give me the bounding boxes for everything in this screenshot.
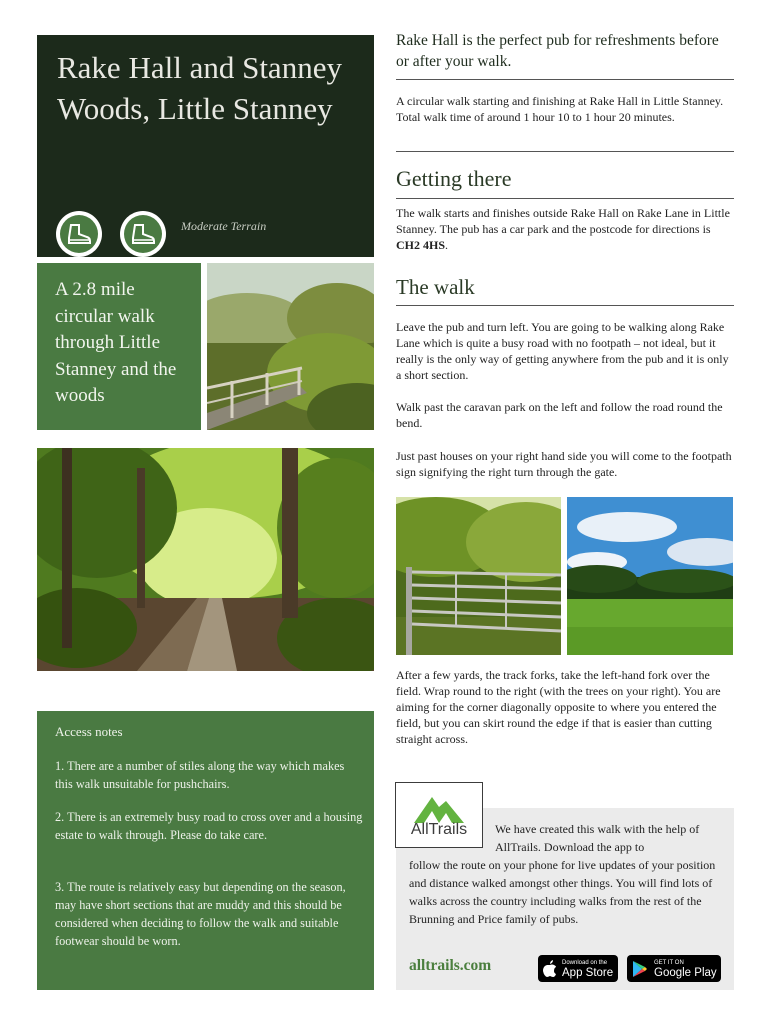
page-title: Rake Hall and Stanney Woods, Little Stanney — [57, 50, 342, 126]
postcode: CH2 4HS — [396, 238, 446, 252]
field-photo — [567, 497, 733, 655]
mountain-icon — [414, 791, 464, 823]
app-store-button[interactable] — [538, 955, 618, 982]
access-note: 3. The route is relatively easy but depending on the season, may have short sections that are muddy and this should be considered when deciding to follow the walk and suitable footwear should be worn. — [55, 880, 346, 948]
divider — [396, 305, 734, 306]
bridge-photo — [207, 263, 374, 430]
alltrails-text-part: follow the route on your phone for live updates of your position and distance walked amongst other things. You will find lots of walks across the country including walks from the rest of the Brunning and Price family of pubs. — [409, 858, 716, 926]
subtitle-panel — [37, 263, 201, 430]
getting-there-text: The walk starts and finishes outside Rake Hall on Rake Lane in Little Stanney. The pub has a car park and the postcode for directions is CH2 4HS. — [396, 206, 730, 252]
app-store-small: Download on the — [562, 960, 608, 966]
walk-heading: The walk — [396, 275, 475, 299]
walk-summary: A 2.8 mile circular walk through Little Stanney and the woods — [55, 279, 177, 406]
alltrails-logo — [395, 782, 483, 848]
google-play-button[interactable] — [627, 955, 721, 982]
access-note: 2. There is an extremely busy road to cross over and a housing estate to walk through. Please do take care. — [55, 810, 363, 842]
walk-paragraph: Leave the pub and turn left. You are going to be walking along Rake Lane which is quite a busy road with no footpath – not ideal, but it really is the only way of getting anywhere from the pub and it is only a short section. — [396, 320, 729, 382]
terrain-label: Moderate Terrain — [181, 219, 267, 233]
access-note: 1. There are a number of stiles along the way which makes this walk unsuitable for pushchairs. — [55, 759, 345, 791]
apple-icon — [543, 960, 557, 977]
walking-boot-icon — [60, 215, 98, 253]
woodland-path-photo — [37, 448, 374, 671]
intro-text: Rake Hall is the perfect pub for refreshments before or after your walk. — [396, 32, 719, 70]
terrain-badge — [120, 211, 166, 257]
alltrails-logo-text: AllTrails — [410, 821, 468, 838]
gate-photo — [396, 497, 561, 655]
alltrails-link[interactable]: alltrails.com — [409, 957, 492, 974]
app-store-big: App Store — [562, 967, 614, 979]
terrain-badge — [56, 211, 102, 257]
access-notes-panel — [37, 711, 374, 990]
divider — [396, 198, 734, 199]
divider — [396, 79, 734, 80]
alltrails-text-body — [409, 856, 724, 928]
walk-paragraph: After a few yards, the track forks, take the left-hand fork over the field. Wrap round to the right (with the trees on your right). You are aiming for the corner diagonally opposite to where you entered the field, but you can skirt round the edge if that is easier than cutting straight across. — [396, 668, 721, 746]
overview-text: A circular walk starting and finishing at Rake Hall in Little Stanney. Total walk time of around 1 hour 10 to 1 hour 20 minutes. — [396, 94, 724, 124]
google-play-big: Google Play — [654, 967, 717, 979]
access-notes-title: Access notes — [55, 724, 123, 739]
google-play-small: GET IT ON — [654, 960, 684, 966]
getting-there-heading: Getting there — [396, 166, 512, 191]
walking-boot-icon — [124, 215, 162, 253]
walk-paragraph: Just past houses on your right hand side you will come to the footpath sign signifying the right turn through the gate. — [396, 449, 732, 479]
divider — [396, 151, 734, 152]
walk-paragraph: Walk past the caravan park on the left and follow the road round the bend. — [396, 400, 723, 430]
title-panel — [37, 35, 374, 257]
alltrails-text-part: We have created this walk with the help of AllTrails. Download the app to — [495, 822, 700, 854]
google-play-icon — [633, 961, 647, 977]
alltrails-text-head — [495, 820, 720, 856]
